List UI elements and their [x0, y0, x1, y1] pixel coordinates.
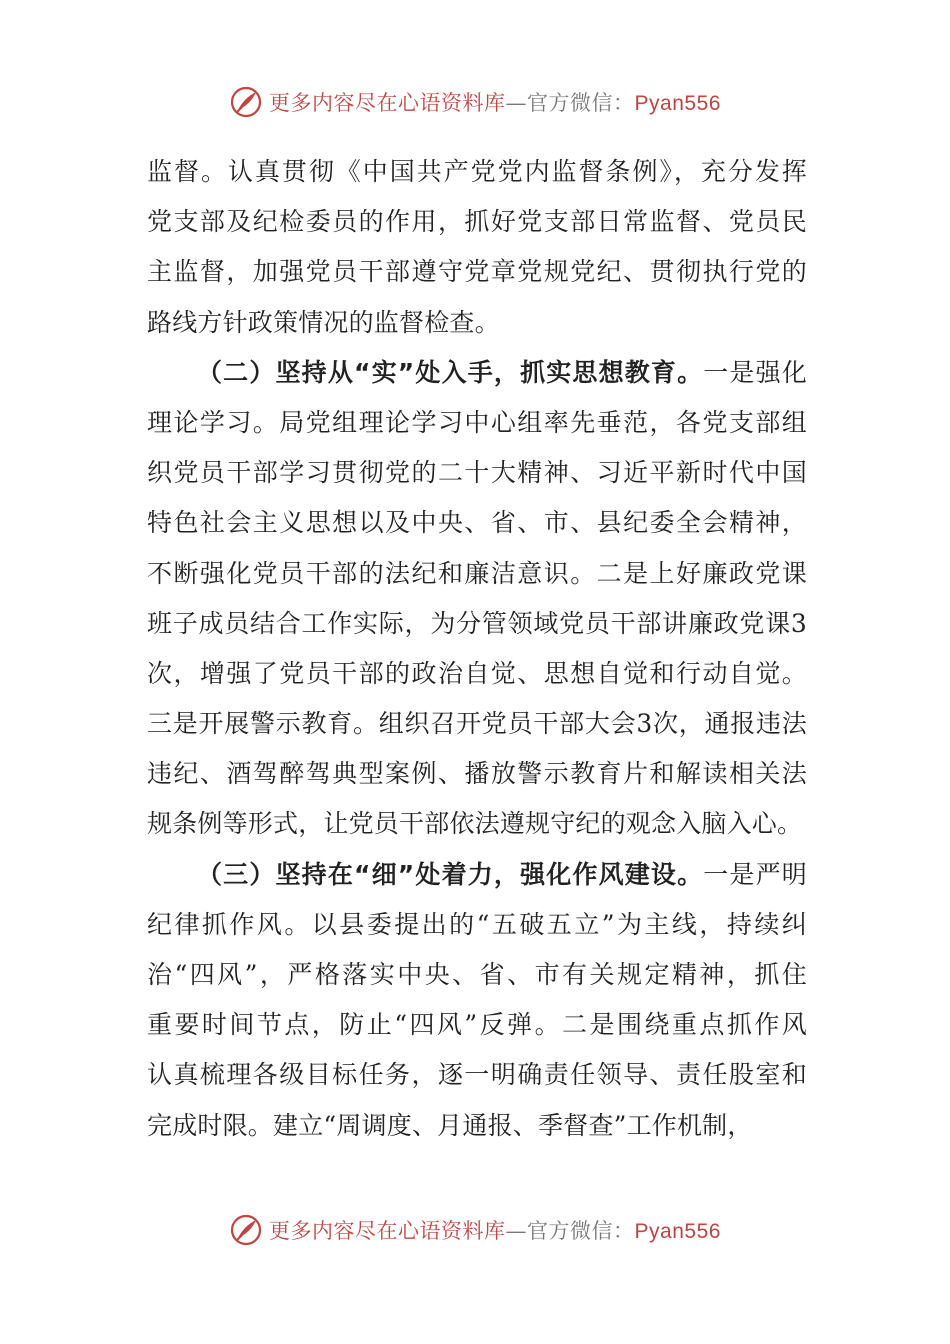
line-text: 纪律抓作风。以县委提出的“五破五立”为主线，持续纠 [147, 909, 807, 939]
text-line [147, 799, 807, 849]
text-line [147, 298, 807, 348]
text-line [147, 699, 807, 749]
line-text: 重要时间节点，防止“四风”反弹。二是围绕重点抓作风 [147, 1010, 807, 1040]
section-heading: （三）坚持在“细”处着力，强化作风建设。 [197, 859, 704, 889]
quill-logo-icon [229, 85, 263, 119]
line-text: 监督。认真贯彻《中国共产党党内监督条例》，充分发挥 [147, 157, 807, 186]
section-heading: （二）坚持从“实”处入手，抓实思想教育。 [197, 357, 704, 387]
line-text: 特色社会主义思想以及中央、省、市、县纪委全会精神， [147, 508, 807, 538]
line-text: 主监督，加强党员干部遵守党章党规党纪、贯彻执行党的 [147, 257, 807, 287]
line-text: 党支部及纪检委员的作用，抓好党支部日常监督、党员民 [147, 207, 807, 237]
text-line [147, 448, 807, 498]
text-line [147, 398, 807, 448]
quill-logo-icon [229, 1213, 263, 1247]
line-text: 理论学习。局党组理论学习中心组率先垂范，各党支部组 [147, 407, 807, 437]
text-line [147, 1000, 807, 1050]
text-line [147, 900, 807, 950]
line-text: 一是严明 [703, 859, 807, 889]
header-dash: — [505, 91, 528, 115]
footer-banner [0, 1210, 950, 1250]
text-line [147, 649, 807, 699]
text-line [147, 147, 807, 197]
header-wechat-label: 官方微信： [527, 91, 635, 115]
line-text: 次，增强了党员干部的政治自觉、思想自觉和行动自觉。 [147, 658, 807, 688]
header-text [269, 87, 721, 117]
line-text: 路线方针政策情况的监督检查。 [147, 307, 500, 337]
header-banner [0, 82, 950, 122]
footer-wechat-id: Pyan556 [634, 1220, 721, 1243]
line-text: 一是强化 [703, 357, 807, 387]
line-text: 织党员干部学习贯彻党的二十大精神、习近平新时代中国 [147, 458, 807, 488]
header-wechat-id: Pyan556 [634, 92, 721, 115]
text-line [147, 850, 807, 900]
document-body [147, 147, 807, 1151]
line-text: 治“四风”，严格落实中央、省、市有关规定精神，抓住 [147, 960, 807, 989]
footer-brand: 更多内容尽在心语资料库 [269, 1219, 506, 1243]
line-text: 完成时限。建立“周调度、月通报、季督查”工作机制， [147, 1110, 753, 1140]
text-line [147, 950, 807, 1000]
text-line [147, 749, 807, 799]
footer-wechat-label: 官方微信： [527, 1219, 635, 1243]
line-text: 不断强化党员干部的法纪和廉洁意识。二是上好廉政党课 [147, 558, 807, 588]
text-line [147, 599, 807, 649]
text-line [147, 1050, 807, 1100]
line-text: 班子成员结合工作实际，为分管领域党员干部讲廉政党课3 [147, 608, 807, 638]
text-line [147, 498, 807, 548]
header-brand: 更多内容尽在心语资料库 [269, 91, 506, 115]
text-line [147, 549, 807, 599]
text-line [147, 348, 807, 398]
text-line [147, 247, 807, 297]
footer-dash: — [505, 1219, 528, 1243]
footer-text [269, 1215, 721, 1245]
line-text: 认真梳理各级目标任务，逐一明确责任领导、责任股室和 [147, 1060, 807, 1090]
line-text: 规条例等形式，让党员干部依法遵规守纪的观念入脑入心。 [147, 809, 803, 839]
line-text: 三是开展警示教育。组织召开党员干部大会3次，通报违法 [147, 709, 807, 739]
line-text: 违纪、酒驾醉驾典型案例、播放警示教育片和解读相关法 [147, 759, 807, 789]
text-line [147, 1101, 807, 1151]
text-line [147, 197, 807, 247]
